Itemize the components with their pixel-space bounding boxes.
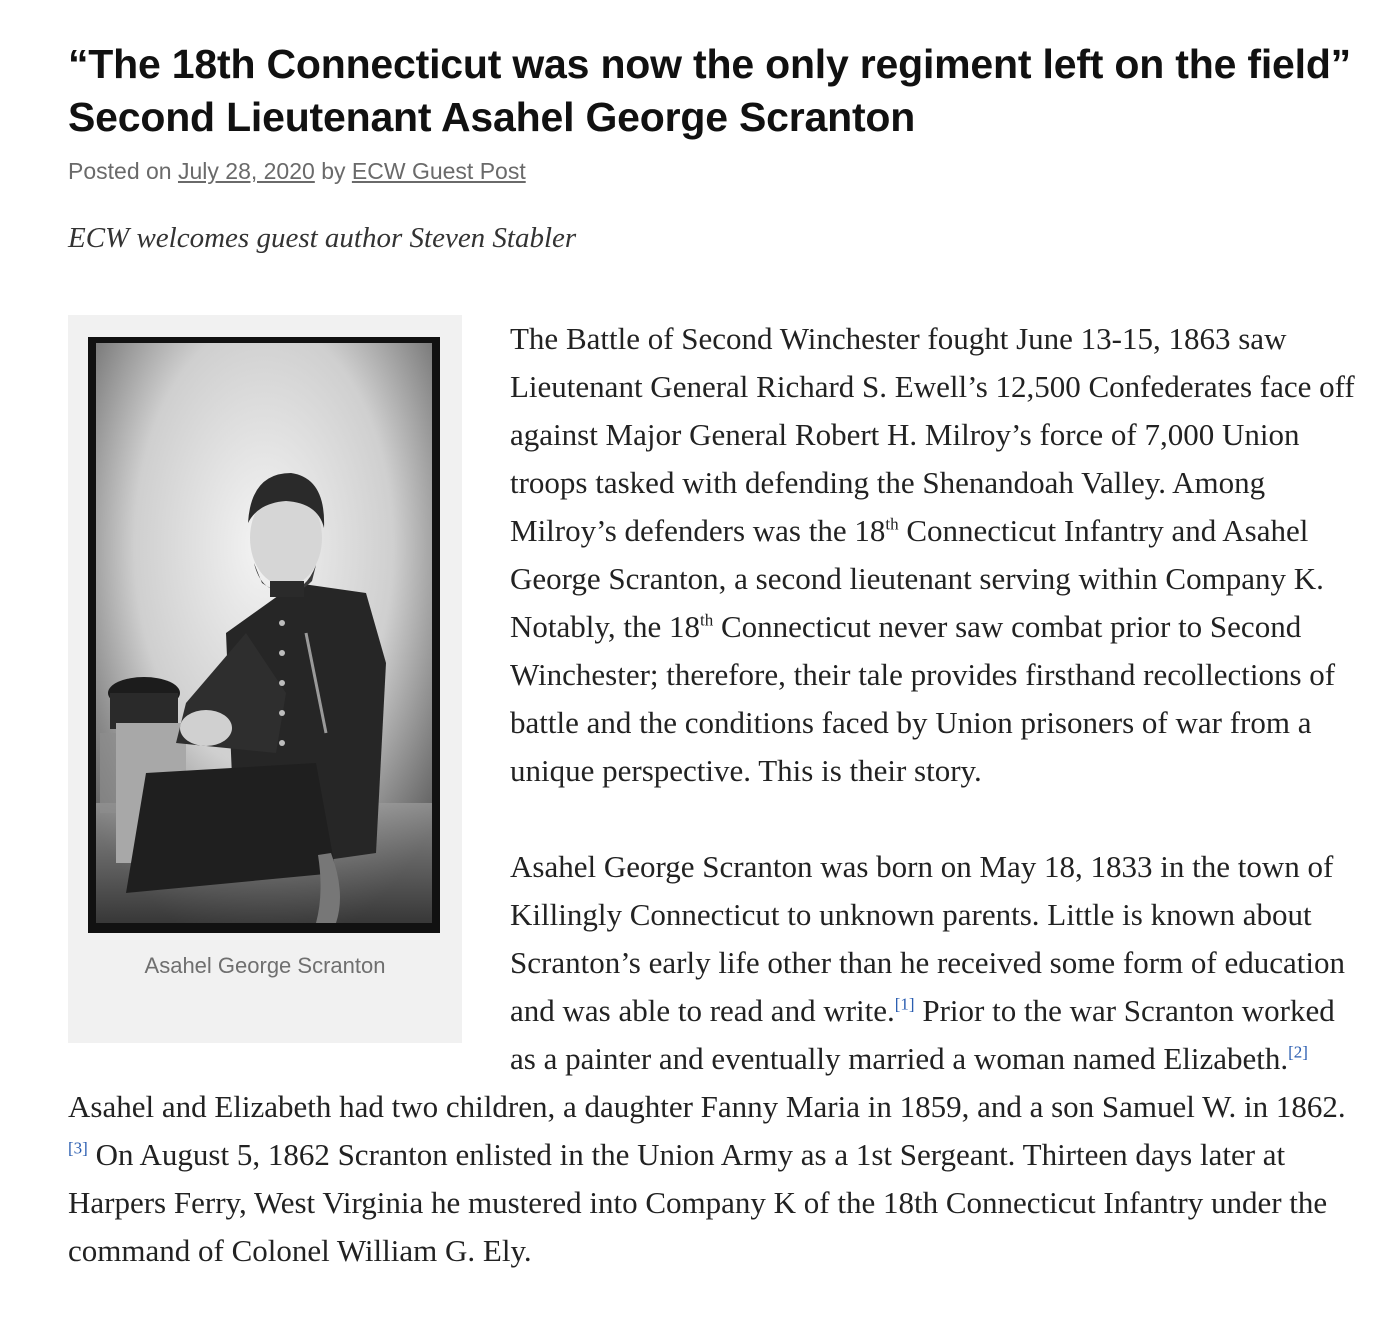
- posted-on-label: Posted on: [68, 158, 172, 184]
- paragraph-2-text-b: Prior to the war Scranton worked as a painter and eventually married a woman named Elizabeth.: [510, 993, 1335, 1076]
- paragraph-1-text-a: The Battle of Second Winchester fought June 13-15, 1863 saw Lieutenant General Richard S. Ewell’s 12,500 Confederates face off against Major General Robert H. Milroy’s force of 7,000 Union troops tasked with defending the Shenandoah Valley. Among Milroy’s defenders was the 18: [510, 321, 1355, 548]
- paragraph-1-text-c: Connecticut never saw combat prior to Second Winchester; therefore, their tale provides firsthand recollections of battle and the conditions faced by Union prisoners of war from a unique perspective. This is their story.: [510, 609, 1336, 788]
- portrait-photo: [86, 333, 442, 933]
- footnote-link-3[interactable]: [3]: [68, 1138, 88, 1158]
- paragraph-1-text-b: Connecticut Infantry and Asahel George Scranton, a second lieutenant serving within Company K. Notably, the 18: [510, 513, 1324, 644]
- footnote-link-2[interactable]: [2]: [1288, 1042, 1308, 1062]
- ordinal-suffix: th: [885, 514, 899, 534]
- figure-caption: Asahel George Scranton: [144, 953, 386, 978]
- footnote-link-1[interactable]: [1]: [894, 994, 915, 1014]
- guest-author-intro: ECW welcomes guest author Steven Stabler: [68, 222, 577, 254]
- paragraph-2-text-a: Asahel George Scranton was born on May 18, 1833 in the town of Killingly Connecticut to unknown parents. Little is known about Scranton’s early life other than he received some form of education and was able to read and write.: [510, 849, 1345, 1028]
- post-title: “The 18th Connecticut was now the only regiment left on the field” Second Lieutenant Asahel George Scranton: [68, 41, 1351, 140]
- post-meta: [68, 156, 1358, 186]
- author-link[interactable]: ECW Guest Post: [351, 158, 526, 184]
- by-label: by: [321, 158, 346, 184]
- post-container: [68, 38, 1358, 1275]
- paragraph-2-text-d: On August 5, 1862 Scranton enlisted in the Union Army as a 1st Sergeant. Thirteen days later at Harpers Ferry, West Virginia he mustered into Company K of the 18th Connecticut Infantry under the command of Colonel William G. Ely.: [68, 1137, 1328, 1268]
- post-date-link[interactable]: July 28, 2020: [177, 158, 315, 184]
- ordinal-suffix: th: [699, 610, 714, 630]
- paragraph-2-text-c: Asahel and Elizabeth had two children, a daughter Fanny Maria in 1859, and a son Samuel W. in 1862.: [68, 1089, 1346, 1124]
- portrait-figure: [68, 315, 462, 1043]
